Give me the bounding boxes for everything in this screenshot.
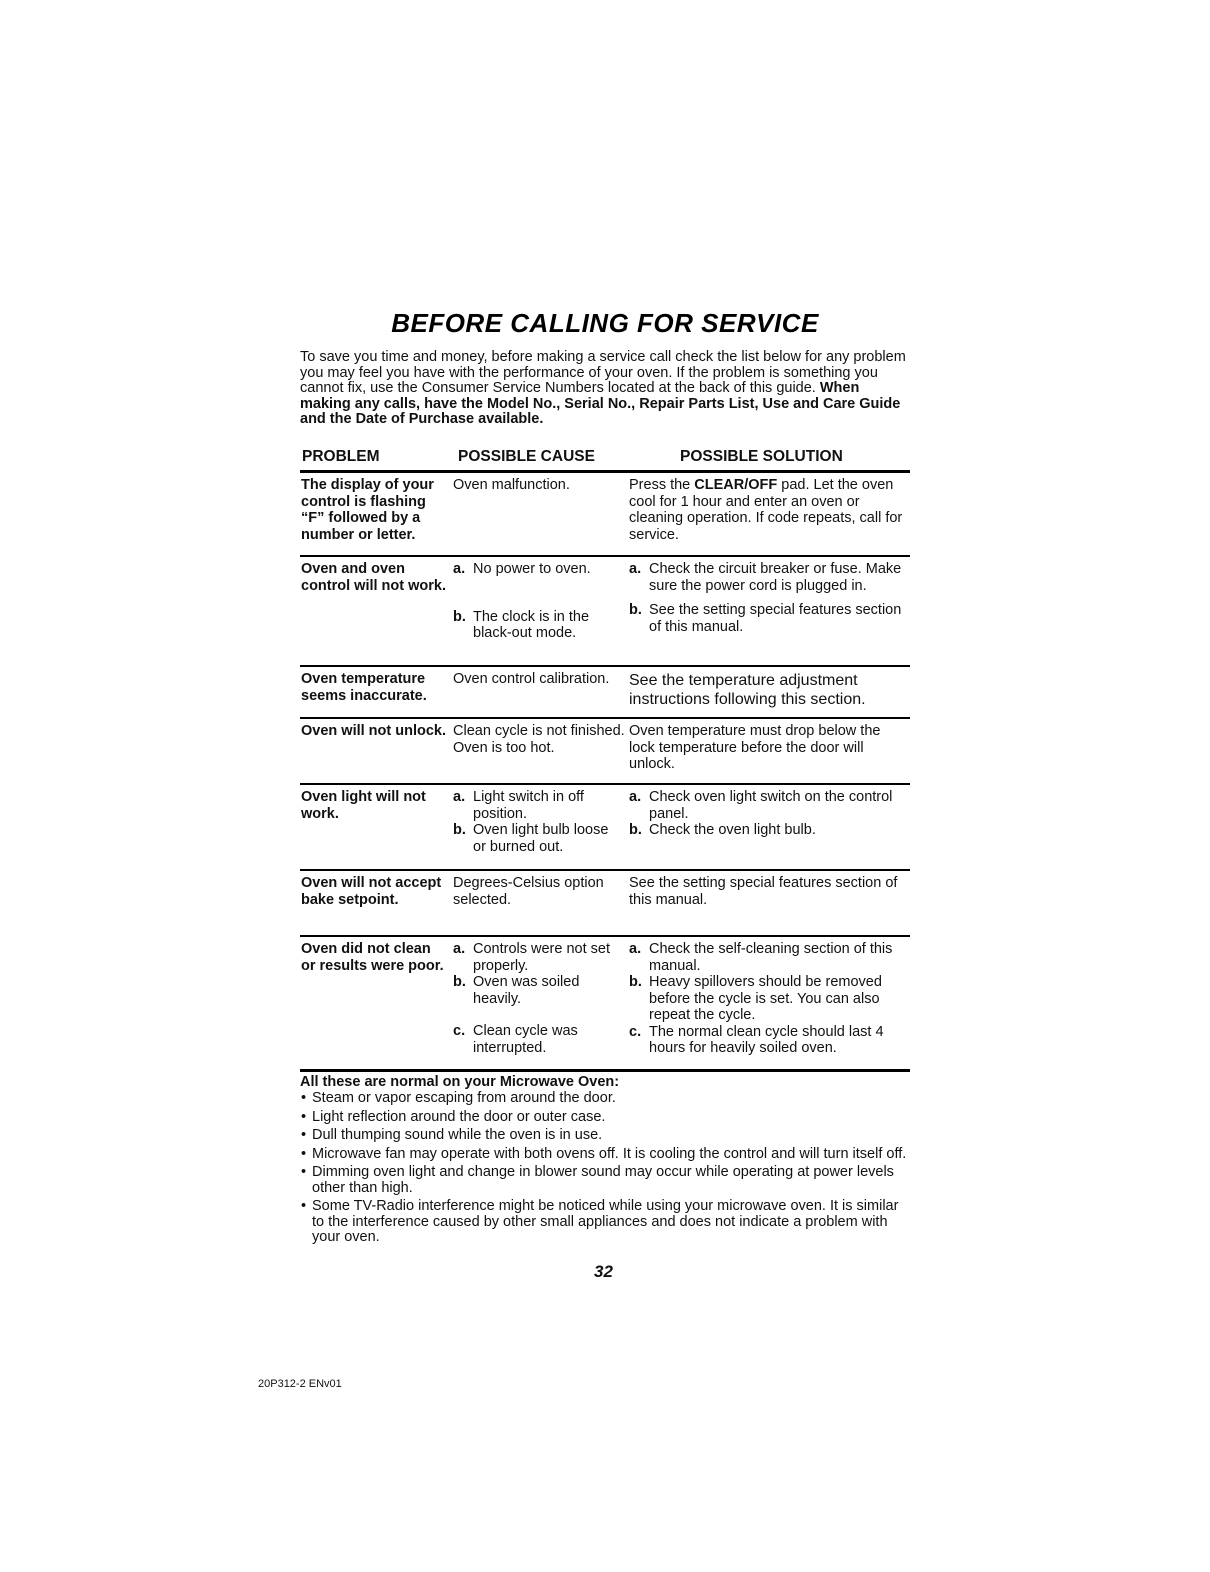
problem-cell: The display of your control is flashing “F” followed by a number or letter. xyxy=(301,477,434,543)
cause-item: a. Controls were not set properly. xyxy=(453,941,611,974)
table-bottom-rule xyxy=(300,1069,910,1072)
solution-cell: Oven temperature must drop below the lock temperature before the door will unlock. xyxy=(629,723,881,772)
cause-item: c. Clean cycle was interrupted. xyxy=(453,1023,578,1056)
header-solution: POSSIBLE SOLUTION xyxy=(680,448,843,465)
list-item: • Dull thumping sound while the oven is in use. xyxy=(301,1127,603,1143)
table-row xyxy=(300,783,910,869)
cause-item: a. No power to oven. xyxy=(453,561,591,577)
list-item: • Light reflection around the door or outer case. xyxy=(301,1108,606,1125)
solution-cell xyxy=(629,789,909,839)
header-problem: PROBLEM xyxy=(302,448,380,465)
problem-cell: Oven will not accept bake setpoint. xyxy=(301,875,442,908)
table-row xyxy=(300,717,910,783)
cause-item: a. Light switch in off position. xyxy=(453,789,584,822)
normal-heading: All these are normal on your Microwave Oven: xyxy=(300,1074,620,1090)
cause-cell xyxy=(453,561,625,642)
solution-item: b. Heavy spillovers should be removed before the cycle is set. You can also repeat the cycle. xyxy=(629,974,882,1023)
cause-item: b. Oven was soiled heavily. xyxy=(453,974,580,1007)
table-row xyxy=(300,555,910,665)
solution-text: pad. Let the oven cool for 1 hour and enter an oven or cleaning operation. If code repeats, call for service. xyxy=(629,477,903,543)
solution-bold: CLEAR/OFF xyxy=(694,477,778,493)
page-number: 32 xyxy=(594,1262,613,1281)
solution-item: b. Check the oven light bulb. xyxy=(629,822,816,838)
table-row xyxy=(300,470,910,555)
intro-text: To save you time and money, before making a service call check the list below for any problem you may feel you have with the performance of your oven. If the problem is something you cannot fix, use the Consumer Service Numbers located at the back of this guide. xyxy=(300,349,906,396)
solution-text: Press the xyxy=(629,477,695,493)
document-code: 20P312-2 ENv01 xyxy=(258,1378,342,1390)
cause-cell: Oven malfunction. xyxy=(453,477,570,493)
solution-item: c. The normal clean cycle should last 4 hours for heavily soiled oven. xyxy=(629,1023,884,1056)
problem-cell: Oven will not unlock. xyxy=(301,723,447,739)
solution-item: a. Check the self-cleaning section of this manual. xyxy=(629,941,893,974)
cause-cell: Degrees-Celsius option selected. xyxy=(453,875,604,908)
list-item: • Dimming oven light and change in blower sound may occur while operating at power levels other than high. xyxy=(301,1164,894,1196)
solution-cell: See the setting special features section of this manual. xyxy=(629,875,898,908)
problem-cell: Oven temperature seems inaccurate. xyxy=(301,671,427,704)
cause-cell: Clean cycle is not finished. Oven is too hot. xyxy=(453,723,625,756)
solution-item: a. Check the circuit breaker or fuse. Make sure the power cord is plugged in. xyxy=(629,561,902,594)
normal-conditions xyxy=(300,1074,910,1249)
solution-item: b. See the setting special features section of this manual. xyxy=(629,602,902,635)
cause-cell xyxy=(453,789,625,855)
table-row xyxy=(300,869,910,935)
solution-cell: See the temperature adjustment instructions following this section. xyxy=(629,672,866,708)
table-row xyxy=(300,665,910,717)
problem-cell: Oven did not clean or results were poor. xyxy=(301,941,444,974)
solution-cell xyxy=(629,941,909,1057)
cause-item: b. The clock is in the black-out mode. xyxy=(453,608,590,641)
table-row xyxy=(300,935,910,1069)
intro-paragraph xyxy=(300,350,910,428)
intro-bold-text: When making any calls, have the Model No., Serial No., Repair Parts List, Use and Care Guide and the Date of Purchase available. xyxy=(300,380,901,427)
troubleshooting-table xyxy=(300,448,910,1072)
list-item: • Some TV-Radio interference might be noticed while using your microwave oven. It is similar to the interference caused by other small appliances and does not indicate a problem with your oven. xyxy=(301,1198,899,1245)
page-title: BEFORE CALLING FOR SERVICE xyxy=(391,308,819,338)
cause-cell xyxy=(453,941,625,1056)
header-cause: POSSIBLE CAUSE xyxy=(458,448,595,465)
cause-item: b. Oven light bulb loose or burned out. xyxy=(453,822,609,855)
solution-cell xyxy=(629,561,909,635)
list-item: • Microwave fan may operate with both ovens off. It is cooling the control and will turn itself off. xyxy=(301,1145,907,1162)
cause-cell: Oven control calibration. xyxy=(453,671,610,687)
table-header xyxy=(300,448,910,470)
problem-cell: Oven and oven control will not work. xyxy=(301,561,446,594)
list-item: • Steam or vapor escaping from around the door. xyxy=(301,1090,616,1106)
solution-item: a. Check oven light switch on the control panel. xyxy=(629,789,893,822)
solution-cell xyxy=(629,477,909,543)
normal-list xyxy=(300,1091,910,1246)
problem-cell: Oven light will not work. xyxy=(301,789,426,822)
